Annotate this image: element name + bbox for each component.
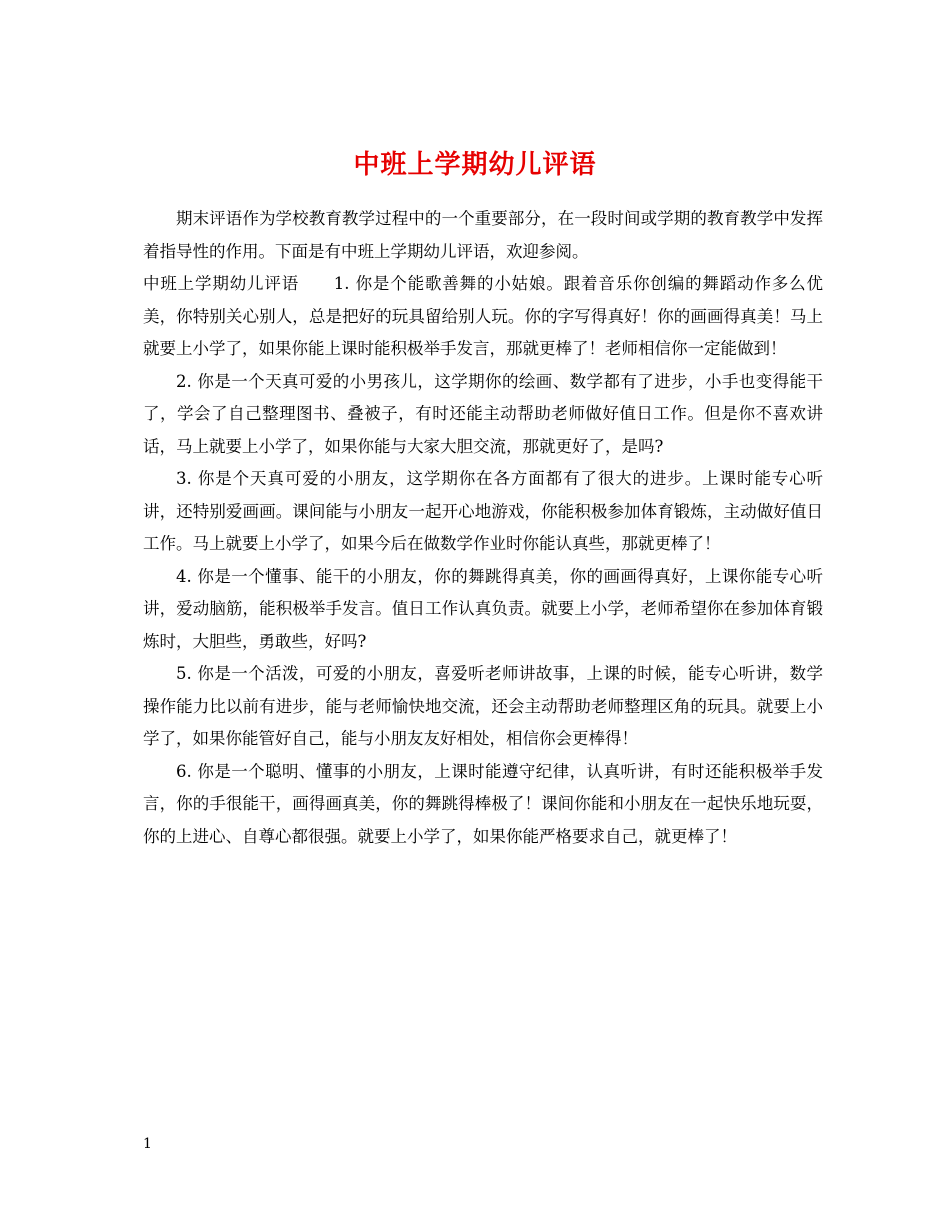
page-number: 1 bbox=[143, 1136, 152, 1152]
comment-paragraph-6: 6. 你是一个聪明、懂事的小朋友，上课时能遵守纪律，认真听讲，有时还能积极举手发言，你的手很能干，画得画真美，你的舞跳得棒极了！课间你能和小朋友在一起快乐地玩耍，你的上进心、自尊心都很强。就要上小学了，如果你能严格要求自己，就更棒了！ bbox=[143, 761, 823, 846]
document-body bbox=[143, 203, 823, 853]
comment-paragraph-3: 3. 你是个天真可爱的小朋友，这学期你在各方面都有了很大的进步。上课时能专心听讲，还特别爱画画。课间能与小朋友一起开心地游戏，你能积极参加体育锻炼，主动做好值日工作。马上就要上小学了，如果今后在做数学作业时你能认真些，那就更棒了！ bbox=[143, 469, 823, 553]
comment-paragraph-2: 2. 你是一个天真可爱的小男孩儿，这学期你的绘画、数学都有了进步，小手也变得能干了，学会了自己整理图书、叠被子，有时还能主动帮助老师做好值日工作。但是你不喜欢讲话，马上就要上小学了，如果你能与大家大胆交流，那就更好了，是吗? bbox=[143, 371, 823, 456]
comment-paragraph-4: 4. 你是一个懂事、能干的小朋友，你的舞跳得真美，你的画画得真好，上课你能专心听讲，爱动脑筋，能积极举手发言。值日工作认真负责。就要上小学，老师希望你在参加体育锻炼时，大胆些，勇敢些，好吗? bbox=[143, 566, 823, 651]
comment-paragraph-5: 5. 你是一个活泼，可爱的小朋友，喜爱听老师讲故事，上课的时候，能专心听讲，数学操作能力比以前有进步，能与老师愉快地交流，还会主动帮助老师整理区角的玩具。就要上小学了，如果你能管好自己，能与小朋友友好相处，相信你会更棒得！ bbox=[143, 664, 823, 748]
comment-paragraph-1: 中班上学期幼儿评语 1. 你是个能歌善舞的小姑娘。跟着音乐你创编的舞蹈动作多么优美，你特别关心别人，总是把好的玩具留给别人玩。你的字写得真好！你的画画得真美！马上就要上小学了，如果你能上课时能积极举手发言，那就更棒了！老师相信你一定能做到！ bbox=[143, 274, 823, 358]
document-title: 中班上学期幼儿评语 bbox=[353, 150, 597, 181]
intro-paragraph: 期末评语作为学校教育教学过程中的一个重要部分，在一段时间或学期的教育教学中发挥着指导性的作用。下面是有中班上学期幼儿评语，欢迎参阅。 bbox=[143, 209, 823, 261]
